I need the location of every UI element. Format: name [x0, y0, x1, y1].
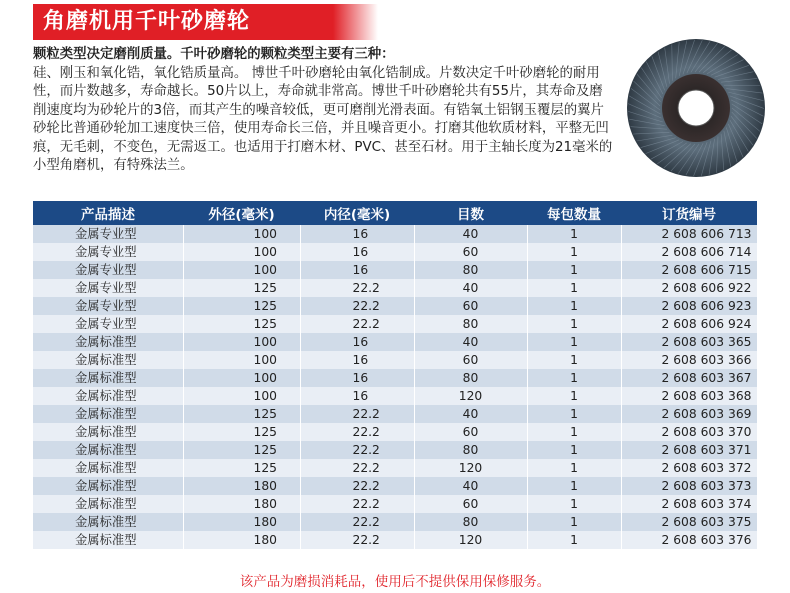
cell-description: 金属标准型	[33, 423, 183, 441]
cell-inner-diameter: 22.2	[300, 441, 414, 459]
cell-outer-diameter: 125	[183, 279, 300, 297]
cell-description: 金属标准型	[33, 495, 183, 513]
cell-description: 金属标准型	[33, 351, 183, 369]
cell-pack-qty: 1	[527, 225, 621, 243]
cell-outer-diameter: 125	[183, 423, 300, 441]
cell-outer-diameter: 125	[183, 441, 300, 459]
cell-pack-qty: 1	[527, 441, 621, 459]
table-row	[33, 459, 757, 477]
page-title: 角磨机用千叶砂磨轮	[43, 9, 251, 34]
cell-inner-diameter: 22.2	[300, 513, 414, 531]
cell-grit: 40	[414, 477, 527, 495]
table-row	[33, 387, 757, 405]
cell-pack-qty: 1	[527, 297, 621, 315]
cell-pack-qty: 1	[527, 531, 621, 549]
cell-outer-diameter: 100	[183, 369, 300, 387]
cell-description: 金属标准型	[33, 333, 183, 351]
cell-description: 金属标准型	[33, 405, 183, 423]
table-header-row	[33, 201, 757, 225]
cell-outer-diameter: 125	[183, 405, 300, 423]
cell-inner-diameter: 22.2	[300, 423, 414, 441]
table-row	[33, 243, 757, 261]
cell-grit: 60	[414, 351, 527, 369]
cell-order-number: 2 608 606 922	[621, 279, 757, 297]
cell-outer-diameter: 125	[183, 459, 300, 477]
cell-outer-diameter: 100	[183, 261, 300, 279]
cell-description: 金属专业型	[33, 315, 183, 333]
cell-order-number: 2 608 603 370	[621, 423, 757, 441]
cell-inner-diameter: 22.2	[300, 297, 414, 315]
cell-order-number: 2 608 603 373	[621, 477, 757, 495]
cell-inner-diameter: 22.2	[300, 315, 414, 333]
cell-pack-qty: 1	[527, 405, 621, 423]
cell-outer-diameter: 125	[183, 297, 300, 315]
cell-grit: 40	[414, 405, 527, 423]
cell-inner-diameter: 22.2	[300, 279, 414, 297]
cell-description: 金属标准型	[33, 441, 183, 459]
cell-inner-diameter: 16	[300, 261, 414, 279]
cell-outer-diameter: 180	[183, 477, 300, 495]
intro-lead: 颗粒类型决定磨削质量。千叶砂磨轮的颗粒类型主要有三种：	[33, 47, 395, 62]
cell-inner-diameter: 22.2	[300, 495, 414, 513]
cell-inner-diameter: 22.2	[300, 531, 414, 549]
cell-inner-diameter: 16	[300, 387, 414, 405]
title-banner-fade	[333, 4, 378, 40]
header-pack-qty: 每包数量	[527, 201, 621, 225]
cell-inner-diameter: 16	[300, 243, 414, 261]
cell-inner-diameter: 16	[300, 369, 414, 387]
cell-outer-diameter: 100	[183, 333, 300, 351]
cell-order-number: 2 608 603 371	[621, 441, 757, 459]
cell-description: 金属标准型	[33, 531, 183, 549]
cell-order-number: 2 608 603 366	[621, 351, 757, 369]
header-description: 产品描述	[33, 201, 183, 225]
cell-grit: 60	[414, 423, 527, 441]
header-order-number: 订货编号	[621, 201, 757, 225]
cell-inner-diameter: 22.2	[300, 405, 414, 423]
cell-order-number: 2 608 603 369	[621, 405, 757, 423]
cell-description: 金属标准型	[33, 369, 183, 387]
cell-order-number: 2 608 606 715	[621, 261, 757, 279]
cell-outer-diameter: 100	[183, 243, 300, 261]
cell-grit: 120	[414, 459, 527, 477]
cell-grit: 80	[414, 369, 527, 387]
cell-pack-qty: 1	[527, 333, 621, 351]
cell-pack-qty: 1	[527, 513, 621, 531]
cell-pack-qty: 1	[527, 495, 621, 513]
cell-description: 金属标准型	[33, 387, 183, 405]
cell-grit: 80	[414, 261, 527, 279]
cell-pack-qty: 1	[527, 261, 621, 279]
header-inner-diameter: 内径(毫米)	[300, 201, 414, 225]
cell-order-number: 2 608 603 375	[621, 513, 757, 531]
cell-pack-qty: 1	[527, 387, 621, 405]
cell-grit: 40	[414, 333, 527, 351]
product-table-container	[33, 201, 757, 549]
table-row	[33, 423, 757, 441]
cell-order-number: 2 608 606 924	[621, 315, 757, 333]
title-banner	[33, 4, 378, 40]
cell-inner-diameter: 16	[300, 333, 414, 351]
table-body	[33, 225, 757, 549]
footer-note: 该产品为磨损消耗品，使用后不提供保用保修服务。	[239, 574, 551, 590]
table-row	[33, 369, 757, 387]
header-grit: 目数	[414, 201, 527, 225]
cell-order-number: 2 608 603 365	[621, 333, 757, 351]
table-row	[33, 495, 757, 513]
cell-order-number: 2 608 606 923	[621, 297, 757, 315]
cell-order-number: 2 608 603 376	[621, 531, 757, 549]
cell-description: 金属专业型	[33, 297, 183, 315]
cell-grit: 40	[414, 225, 527, 243]
table-row	[33, 441, 757, 459]
cell-pack-qty: 1	[527, 351, 621, 369]
cell-outer-diameter: 180	[183, 531, 300, 549]
table-row	[33, 315, 757, 333]
cell-pack-qty: 1	[527, 279, 621, 297]
cell-outer-diameter: 180	[183, 513, 300, 531]
cell-grit: 120	[414, 531, 527, 549]
cell-description: 金属标准型	[33, 459, 183, 477]
cell-description: 金属标准型	[33, 513, 183, 531]
cell-grit: 40	[414, 279, 527, 297]
cell-inner-diameter: 16	[300, 351, 414, 369]
cell-grit: 80	[414, 441, 527, 459]
table-row	[33, 279, 757, 297]
cell-inner-diameter: 22.2	[300, 459, 414, 477]
cell-description: 金属专业型	[33, 279, 183, 297]
table-row	[33, 297, 757, 315]
cell-order-number: 2 608 603 367	[621, 369, 757, 387]
cell-outer-diameter: 125	[183, 315, 300, 333]
cell-grit: 60	[414, 243, 527, 261]
cell-pack-qty: 1	[527, 243, 621, 261]
table-row	[33, 225, 757, 243]
cell-order-number: 2 608 603 372	[621, 459, 757, 477]
header-outer-diameter: 外径(毫米)	[183, 201, 300, 225]
table-row	[33, 531, 757, 549]
cell-grit: 120	[414, 387, 527, 405]
cell-outer-diameter: 100	[183, 351, 300, 369]
cell-pack-qty: 1	[527, 459, 621, 477]
table-row	[33, 351, 757, 369]
cell-grit: 80	[414, 315, 527, 333]
cell-outer-diameter: 100	[183, 225, 300, 243]
table-row	[33, 477, 757, 495]
cell-description: 金属专业型	[33, 225, 183, 243]
flap-disc-image	[626, 38, 766, 178]
cell-outer-diameter: 100	[183, 387, 300, 405]
cell-grit: 60	[414, 297, 527, 315]
cell-inner-diameter: 22.2	[300, 477, 414, 495]
cell-order-number: 2 608 603 368	[621, 387, 757, 405]
table-row	[33, 513, 757, 531]
cell-pack-qty: 1	[527, 369, 621, 387]
cell-pack-qty: 1	[527, 315, 621, 333]
table-row	[33, 261, 757, 279]
cell-pack-qty: 1	[527, 423, 621, 441]
intro-body: 硅、刚玉和氧化锆，氧化锆质量高。 博世千叶砂磨轮由氧化锆制成。片数决定千叶砂磨轮的耐用性，而片数越多，寿命越长。50片以上，寿命就非常高。博世千叶砂磨轮共有55片，其寿命及磨削速度均为砂轮片的3倍，而其产生的噪音较低，更可磨削光滑表面。有锆氧土铝钢玉覆层的翼片砂轮比普通砂轮加工速度快三倍，使用寿命长三倍，并且噪音更小。打磨其他软质材料，平整无凹痕，无毛刺，不变色，无需返工。也适用于打磨木材、PVC、甚至石材。用于主轴长度为21毫米的小型角磨机，有特殊法兰。	[33, 65, 613, 173]
cell-description: 金属标准型	[33, 477, 183, 495]
product-table	[33, 201, 757, 549]
table-row	[33, 333, 757, 351]
cell-order-number: 2 608 603 374	[621, 495, 757, 513]
cell-description: 金属专业型	[33, 261, 183, 279]
table-row	[33, 405, 757, 423]
cell-order-number: 2 608 606 714	[621, 243, 757, 261]
cell-description: 金属专业型	[33, 243, 183, 261]
intro-paragraph	[33, 46, 613, 176]
cell-order-number: 2 608 606 713	[621, 225, 757, 243]
cell-inner-diameter: 16	[300, 225, 414, 243]
cell-grit: 80	[414, 513, 527, 531]
cell-grit: 60	[414, 495, 527, 513]
cell-outer-diameter: 180	[183, 495, 300, 513]
cell-pack-qty: 1	[527, 477, 621, 495]
